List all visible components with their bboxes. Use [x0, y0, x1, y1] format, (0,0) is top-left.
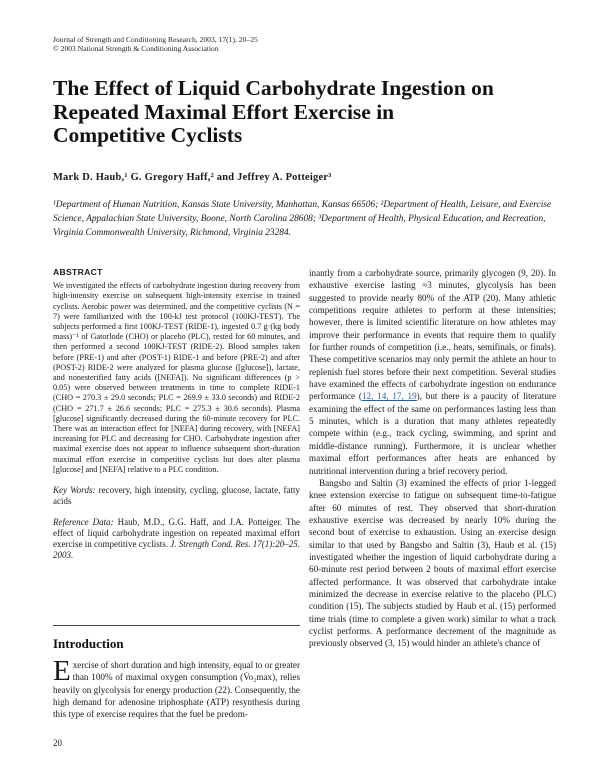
section-divider	[53, 625, 300, 626]
reference-data-text: Haub, M.D., G.G. Haff, and J.A. Potteiger. The effect of liquid carbohydrate ingestion on repeated maximal effort exercise in competitive cyclists.	[53, 517, 300, 550]
introduction-heading: Introduction	[53, 636, 124, 651]
journal-header	[53, 35, 258, 53]
reference-data	[53, 517, 300, 561]
paragraph-1	[309, 267, 556, 477]
paragraph-1-text: inantly from a carbohydrate source, primarily glycogen (9, 20). In exhaustive exercise lasting ≈3 minutes, glycolysis has been suggested to provide nearly 80% of the ATP (20). Many athletic competitions require athletes to perform at these intensities; however, there is limited scientific literature on how athletes may improve their performance in events that require them to qualify for further rounds of competition (i.e., heats, semifinals, or finals). These competitive scenarios may only permit the athlete an hour to replenish fuel stores before their next competition. Several studies have examined the effects of carbohydrate ingestion on endurance performance (	[309, 268, 556, 402]
reference-data-citation: J. Strength Cond. Res. 17(1):20–25. 2003.	[53, 539, 300, 561]
author-list: Mark D. Haub,¹ G. Gregory Haff,² and Jeffrey A. Potteiger³	[53, 172, 332, 183]
key-words-text: recovery, high intensity, cycling, glucose, lactate, fatty acids	[53, 485, 301, 507]
left-column	[53, 267, 300, 561]
abstract-heading: ABSTRACT	[53, 267, 103, 277]
right-column	[309, 267, 556, 650]
affiliations: ¹Department of Human Nutrition, Kansas State University, Manhattan, Kansas 66506; ²Department of Health, Leisure, and Exercise Science, Appalachian State University, Boone, North Carolina 28608; ³Department of Health, Physical Education, and Recreation, Virginia Commonwealth University, Richmond, Virginia 23284.	[53, 200, 552, 238]
reference-data-label: Reference Data:	[53, 517, 114, 528]
page-number: 20	[53, 738, 62, 748]
journal-citation: Journal of Strength and Conditioning Research, 2003, 17(1), 20–25	[53, 35, 258, 44]
title-line-3: Competitive Cyclists	[53, 123, 243, 147]
article-title	[53, 77, 553, 148]
reference-link[interactable]: 12, 14, 17, 19	[361, 391, 417, 402]
key-words	[53, 485, 300, 507]
introduction-text: xercise of short duration and high intensity, equal to or greater than 100% of maximal oxygen consumption (V̇o₂max), relies heavily on glycolysis for energy production (22). Consequently, the high demand for adenosine triphosphate (ATP) resynthesis during this type of exercise requires that the fuel be predom-	[53, 660, 300, 720]
paragraph-1-end: ), but there is a paucity of literature examining the effect of the same on performances lasting less than 5 minutes, which is a duration that many athletes repeatedly compete within (e.g., track cycling, swimming, and sprint and middle-distance running). Furthermore, it is unclear whether maximal effort performances after heats are enhanced by nutritional intervention during a brief recovery period.	[309, 391, 556, 476]
title-line-2: Repeated Maximal Effort Exercise in	[53, 99, 395, 124]
key-words-label: Key Words:	[53, 485, 96, 496]
drop-cap: E	[53, 655, 71, 687]
introduction-body	[53, 655, 300, 721]
title-line-1: The Effect of Liquid Carbohydrate Ingestion on	[53, 76, 494, 100]
copyright-line: © 2003 National Strength & Conditioning Association	[53, 44, 219, 53]
abstract-body: We investigated the effects of carbohydrate ingestion during recovery from high-intensity exercise on subsequent high-intensity exercise in trained cyclists. Aerobic power was determined, and the competitive cyclists (N = 7) were familiarized with the 100-kJ test protocol (100KJ-TEST). The subjects performed a first 100KJ-TEST (RIDE-1), ingested 0.7 g·(kg body mass)⁻¹ of Gatorlode (CHO) or placebo (PLC), rested for 60 minutes, and then performed a second 100KJ-TEST (RIDE-2). Blood samples taken before (PRE-1) and after (POST-1) RIDE-1 and before (PRE-2) and after (POST-2) RIDE-2 were analyzed for plasma glucose ([glucose]), lactate, and nonesterified fatty acids ([NEFA]). No significant differences (p > 0.05) were observed between treatments in time to complete RIDE-1 (CHO = 270.3 ± 29.0 seconds; PLC = 269.9 ± 33.0 seconds) and RIDE-2 (CHO = 271.7 ± 26.6 seconds; PLC = 275.3 ± 30.6 seconds). Plasma [glucose] significantly decreased during the 60-minute recovery for PLC. There was an interaction effect for [NEFA] during recovery, with [NEFA] increasing for PLC and decreasing for CHO. Carbohydrate ingestion after maximal exercise does not appear to influence subsequent short-duration maximal effort exercise in competitive cyclists but does alter plasma [glucose] and [NEFA] relative to a PLC condition.	[53, 281, 300, 474]
paragraph-2: Bangsbo and Saltin (3) examined the effects of prior 1-legged knee extension exercise to fatigue on subsequent time-to-fatigue after 60 minutes of rest. They observed that short-duration exhaustive exercise was decreased by nearly 10% during the second bout of exercise to exhaustion. Using an exercise design similar to that used by Bangsbo and Saltin (3), Haub et al. (15) investigated whether the ingestion of liquid carbohydrate during a 60-minute rest period between 2 bouts of maximal effort exercise affected performance. It was observed that carbohydrate intake minimized the decrease in exercise relative to the placebo (PLC) condition (15). The subjects studied by Haub et al. (15) performed time trials (time to complete a given work) similar to what a track cyclist performs. A performance decrement of the magnitude as previously observed (3, 15) would hinder an athlete's chance of	[309, 477, 556, 649]
